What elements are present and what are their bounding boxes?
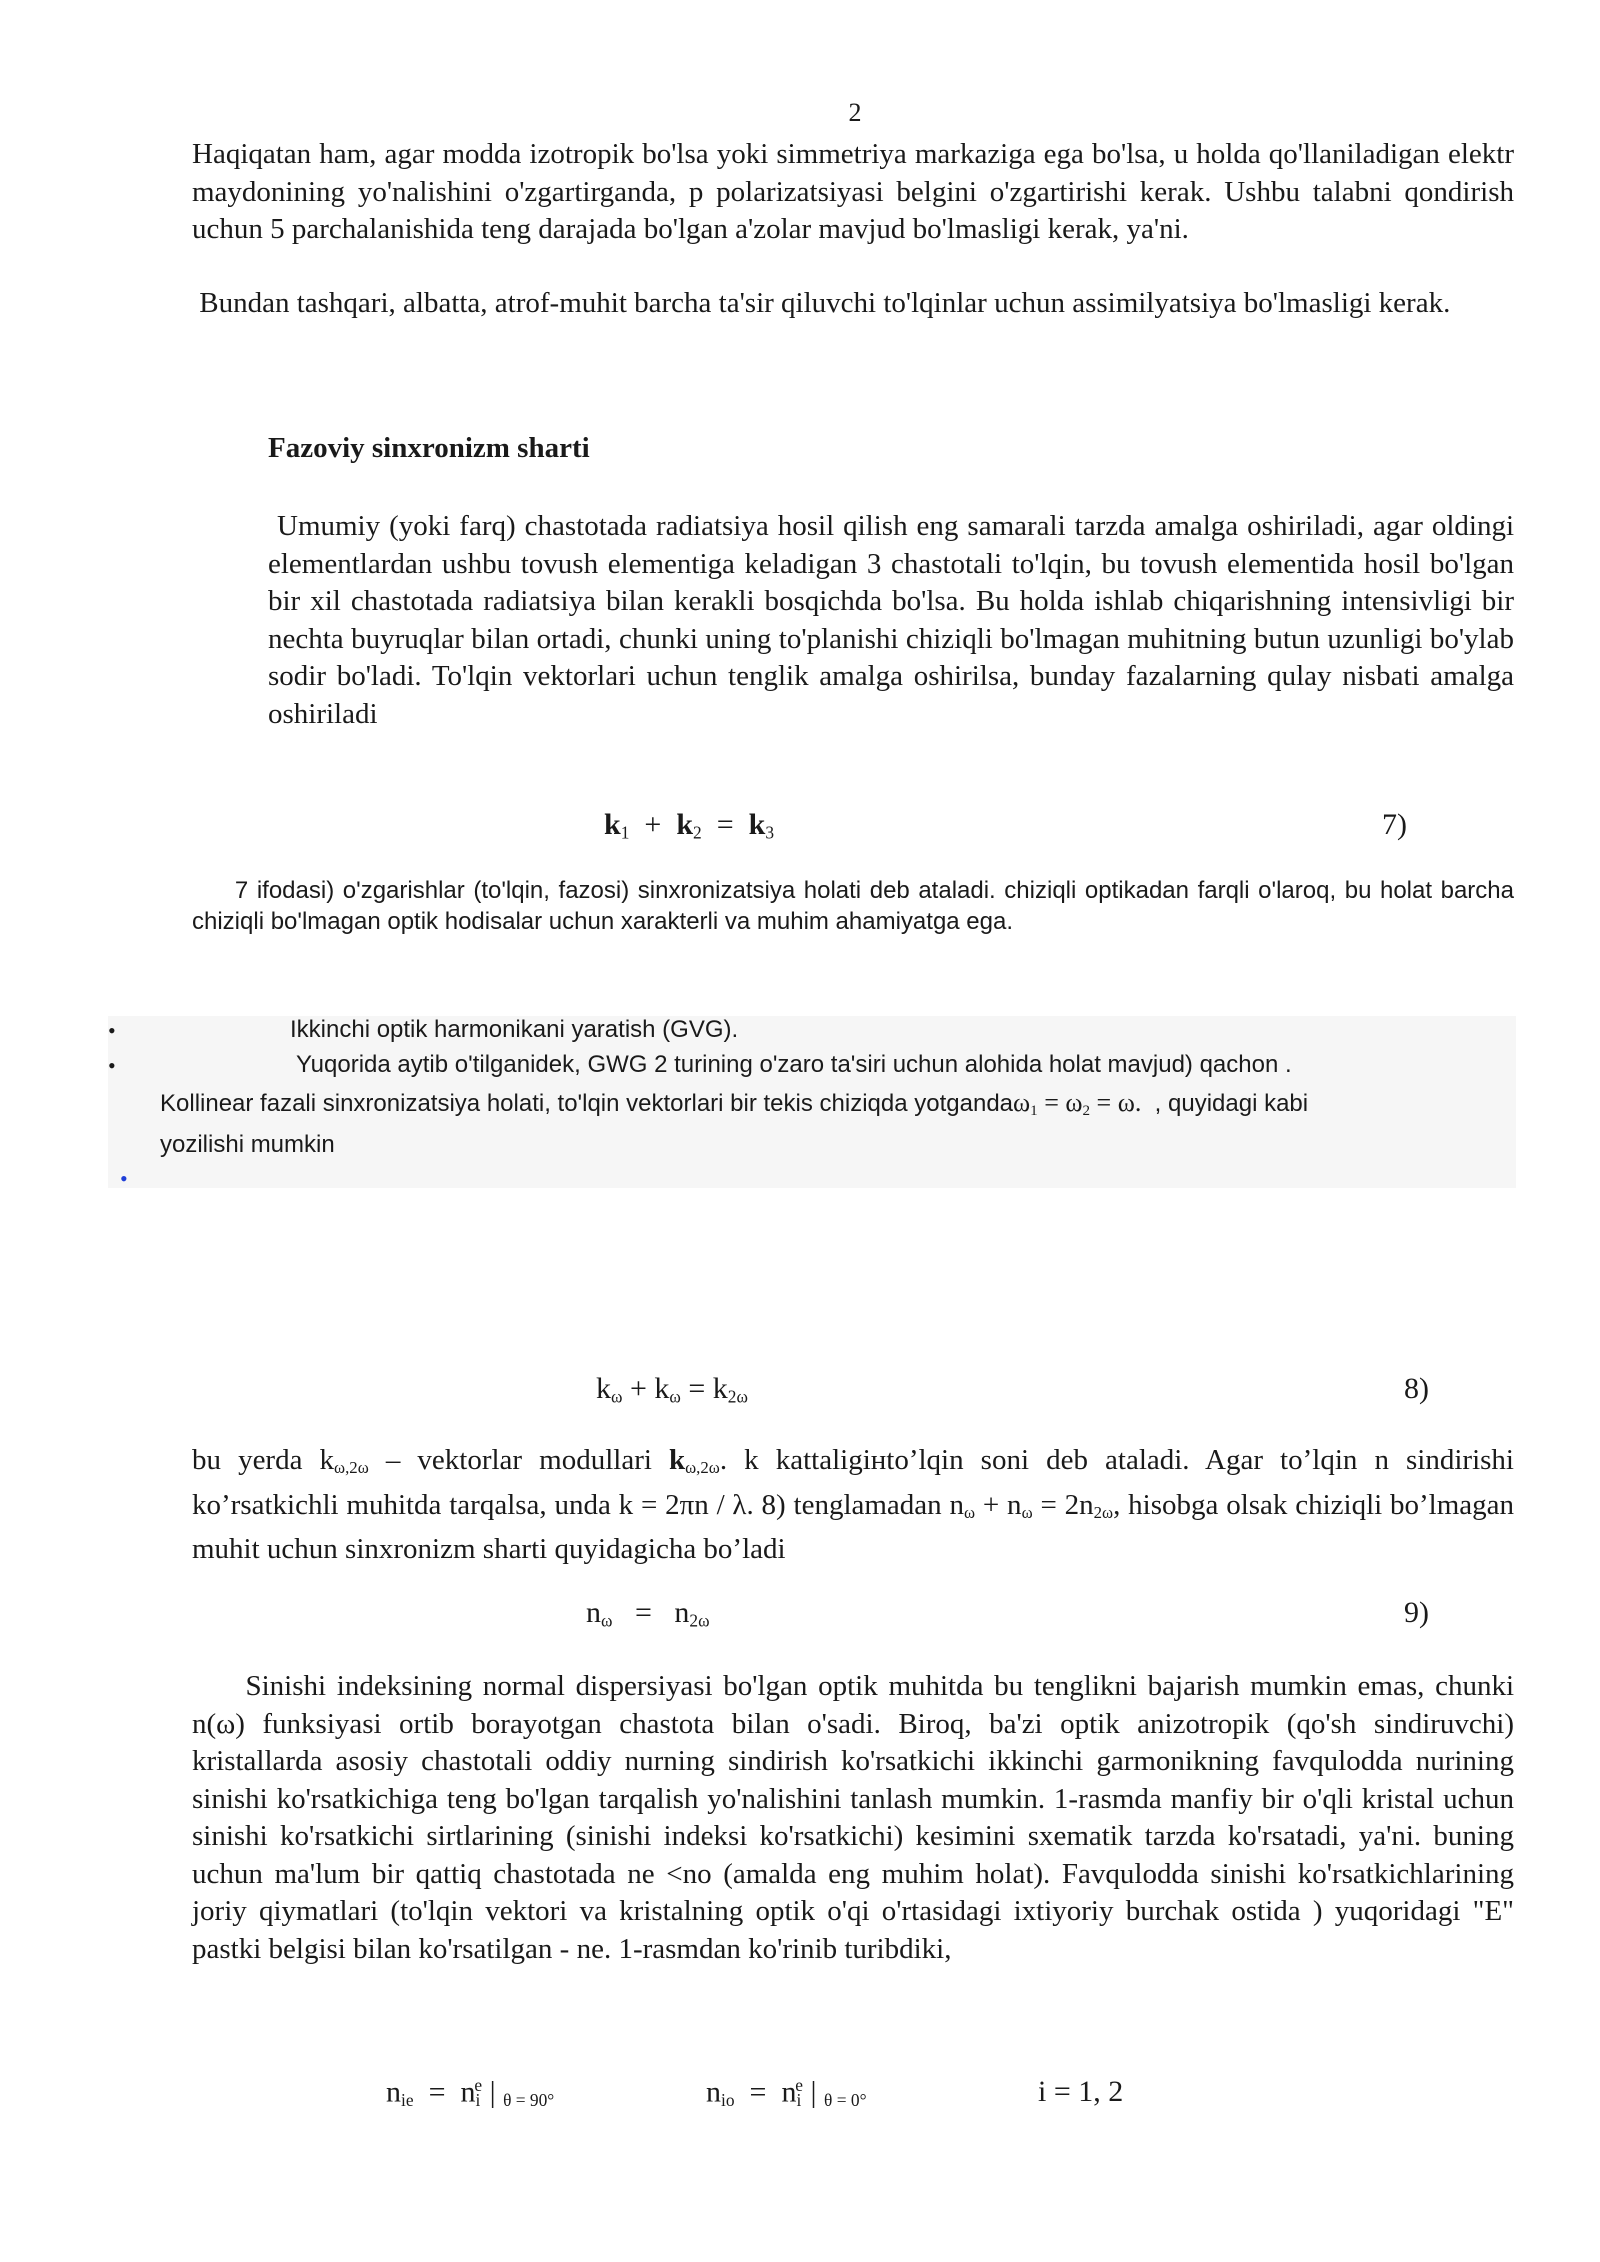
equation-refractive-index-io: $n_{io} = n_i^e$ | $_{\theta = 0^\circ}$ (706, 2075, 867, 2110)
equation-9: $n_\omega$ = $n_{2\omega}$ (586, 1596, 710, 1631)
equation-7-number: 7) (1382, 808, 1407, 841)
paragraph-absorption (192, 285, 1514, 323)
paragraph-synchronism (268, 508, 1514, 733)
section-heading: Fazoviy sinxronizm sharti (268, 432, 590, 464)
paragraph-wave-number: bu yerda $k_{\omega,2\omega}$ – vektorlar modullari $k_{\omega,2\omega}$. k kattaligiнto’lqin soni deb ataladi. Agar to’lqin n sindirishi ko’rsatkichli muhitda tarqalsa, unda k = 2πn / λ. 8) tenglamadan $n_\omega + n_\omega = 2n_{2\omega}$, hisobga olsak chiziqli bo’lmagan muhit uchun sinxronizm sharti quyidagicha bo’ladi (192, 1444, 1515, 1566)
bullet-item-collinear: Kollinear fazali sinxronizatsiya holati, to'lqin vektorlari bir tekis chiziqda yotgandaω$_1$ = $\omega_2 = \omega$. , quyidagi kabi yozilishi mumkin (160, 1088, 1309, 1158)
paragraph-intro: Haqiqatan ham, agar modda izotropik bo'lsa yoki simmetriya markaziga ega bo'lsa, u holda qo'llaniladigan elektr maydonining yo'nalishini o'zgartirganda, p polarizatsiyasi belgini o'zgartirishi kerak. Ushbu talabni qondirish uchun 5 parchalanishida teng darajada bo'lgan a'zolar mavjud bo'lmasligi kerak, ya'ni. (192, 138, 1514, 245)
bullet-marker-1: • (108, 1018, 116, 1043)
paragraph-synchronization-note (192, 875, 1514, 937)
equation-index-range: i = 1, 2 (1038, 2075, 1124, 2108)
page-number: 2 (848, 98, 862, 127)
equation-refractive-index-ie: $n_{ie} = n_i^e$ | $_{\theta = 90^\circ}$ (386, 2075, 555, 2110)
equation-7: $k_1 + k_2 = k_3$ (604, 808, 775, 843)
bullet-item-gvg: Ikkinchi optik harmonikani yaratish (GVG). (290, 1016, 739, 1043)
bullet-marker-3: • (120, 1166, 128, 1191)
paragraph-synchronism-text: Umumiy (yoki farq) chastotada radiatsiya hosil qilish eng samarali tarzda amalga oshiriladi, agar oldingi elementlardan ushbu tovush elementiga keladigan 3 chastotali to'lqin, bu tovush elementida hosil bo'lgan bir xil chastotada radiatsiya bilan kerakli bosqichda bo'lsa. Bu holda ishlab chiqarishning intensivligi bir nechta buyruqlar bilan ortadi, chunki uning to'planishi chiziqli bo'lmagan muhitning butun uzunligi bo'ylab sodir bo'ladi. To'lqin vektorlari uchun tenglik amalga oshirilsa, bunday fazalarning qulay nisbati amalga oshiriladi (268, 510, 1515, 730)
bullet-marker-2: • (108, 1053, 116, 1078)
paragraph-dispersion-text: Sinishi indeksining normal dispersiyasi bo'lgan optik muhitda bu tenglikni bajarish mumkin emas, chunki n(ω) funksiyasi ortib borayotgan chastota bilan o'sadi. Biroq, ba'zi optik anizotropik (qo'sh sindiruvchi) kristallarda asosiy chastotali oddiy nurning sindirish ko'rsatkichi ikkinchi garmonikning favqulodda nurining sinishi ko'rsatkichiga teng bo'lgan tarqalish yo'nalishini tanlash mumkin. 1-rasmda manfiy bir o'qli kristal uchun sinishi ko'rsatkichi sirtlarining (sinishi indeksi ko'rsatkichi) kesimini sxematik tarzda ko'rsatadi, ya'ni. buning uchun ma'lum bir qattiq chastotada ne <no (amalda eng muhim holat). Favqulodda sinishi ko'rsatkichlarining joriy qiymatlari (to'lqin vektori va kristalning optik o'qi o'rtasidagi ixtiyoriy burchak ostida ) yuqoridagi "E" pastki belgisi bilan ko'rsatilgan - ne. 1-rasmdan ko'rinib turibdiki, (192, 1670, 1515, 1965)
equation-8-number: 8) (1404, 1372, 1429, 1405)
paragraph-synchronization-note-text: 7 ifodasi) o'zgarishlar (to'lqin, fazosi) sinxronizatsiya holati deb ataladi. chiziqli optikadan farqli o'laroq, bu holat barcha chiziqli bo'lmagan optik hodisalar uchun xarakterli va muhim ahamiyatga ega. (192, 877, 1514, 935)
bullet-item-gwg: Yuqorida aytib o'tilganidek, GWG 2 turining o'zaro ta'siri uchun alohida holat mavjud) qachon . (296, 1051, 1292, 1078)
paragraph-absorption-text: Bundan tashqari, albatta, atrof-muhit barcha ta'sir qiluvchi to'lqinlar uchun assimilyatsiya bo'lmasligi kerak. (199, 287, 1451, 319)
equation-9-number: 9) (1404, 1596, 1429, 1629)
omega-equality-formula: $\omega_1 = \omega_2 = \omega$. (1013, 1088, 1142, 1119)
equation-8: $k_\omega + k_\omega = k_{2\omega}$ (596, 1372, 748, 1407)
paragraph-dispersion (192, 1668, 1514, 1968)
